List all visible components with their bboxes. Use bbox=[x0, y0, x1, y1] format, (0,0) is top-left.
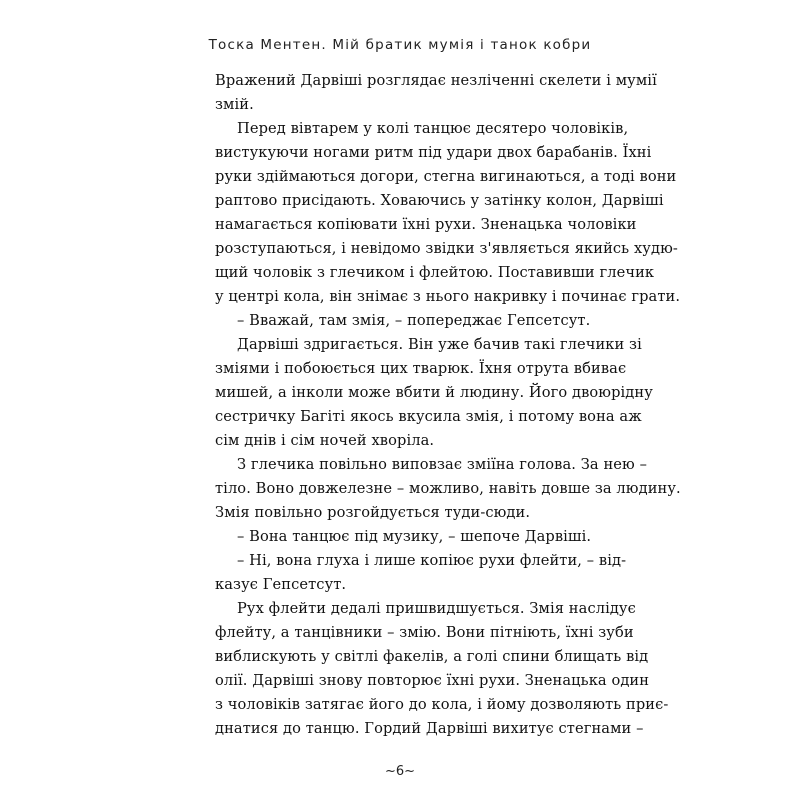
text-line: З глечика повільно виповзає зміїна голова. За нею – bbox=[237, 456, 647, 473]
text-line: сім днів і сім ночей хворіла. bbox=[215, 432, 435, 449]
text-line: мишей, а інколи може вбити й людину. Його двоюрідну bbox=[215, 384, 653, 401]
text-line: Перед вівтарем у колі танцює десятеро чоловіків, bbox=[237, 120, 629, 137]
text-line: флейту, а танцівники – змію. Вони пітніють, їхні зуби bbox=[215, 624, 634, 641]
text-line: у центрі кола, він знімає з нього накривку і починає грати. bbox=[215, 288, 681, 305]
running-header: Тоска Ментен. Мій братик мумія і танок кобри bbox=[208, 37, 592, 53]
text-line: вистукуючи ногами ритм під удари двох барабанів. Їхні bbox=[215, 144, 652, 161]
text-line: – Вона танцює під музику, – шепоче Дарвіші. bbox=[237, 528, 592, 545]
text-line: з чоловіків затягає його до кола, і йому дозволяють приє- bbox=[215, 696, 669, 713]
text-line: тіло. Воно довжелезне – можливо, навіть довше за людину. bbox=[215, 480, 681, 497]
text-line: руки здіймаються догори, стегна вигинаються, а тоді вони bbox=[215, 168, 677, 185]
text-line: – Ні, вона глуха і лише копіює рухи флейти, – від- bbox=[237, 552, 627, 569]
text-line: сестричку Багіті якось вкусила змія, і потому вона аж bbox=[215, 408, 642, 425]
page-number: ~6~ bbox=[384, 764, 416, 779]
text-line: змій. bbox=[215, 96, 254, 113]
body-text bbox=[215, 69, 681, 741]
text-line: – Вважай, там змія, – попереджає Гепсетсут. bbox=[237, 312, 591, 329]
text-line: розступаються, і невідомо звідки з'являється якийсь худю- bbox=[215, 240, 678, 257]
text-line: Рух флейти дедалі пришвидшується. Змія наслідує bbox=[237, 600, 636, 617]
text-line: намагається копіювати їхні рухи. Зненацька чоловіки bbox=[215, 216, 637, 233]
text-line: олії. Дарвіші знову повторює їхні рухи. Зненацька один bbox=[215, 672, 650, 689]
text-line: казує Гепсетсут. bbox=[215, 576, 347, 593]
text-line: Дарвіші здригається. Він уже бачив такі глечики зі bbox=[237, 336, 642, 353]
text-line: днатися до танцю. Гордий Дарвіші вихитує стегнами – bbox=[215, 720, 644, 737]
text-line: щий чоловік з глечиком і флейтою. Поставивши глечик bbox=[215, 264, 655, 281]
text-line: раптово присідають. Ховаючись у затінку колон, Дарвіші bbox=[215, 192, 664, 209]
text-line: Вражений Дарвіші розглядає незліченні скелети і мумії bbox=[215, 72, 657, 89]
text-line: виблискують у світлі факелів, а голі спини блищать від bbox=[215, 648, 649, 665]
text-line: зміями і побоюється цих тварюк. Їхня отрута вбиває bbox=[215, 360, 627, 377]
text-line: Змія повільно розгойдується туди-сюди. bbox=[215, 504, 531, 521]
